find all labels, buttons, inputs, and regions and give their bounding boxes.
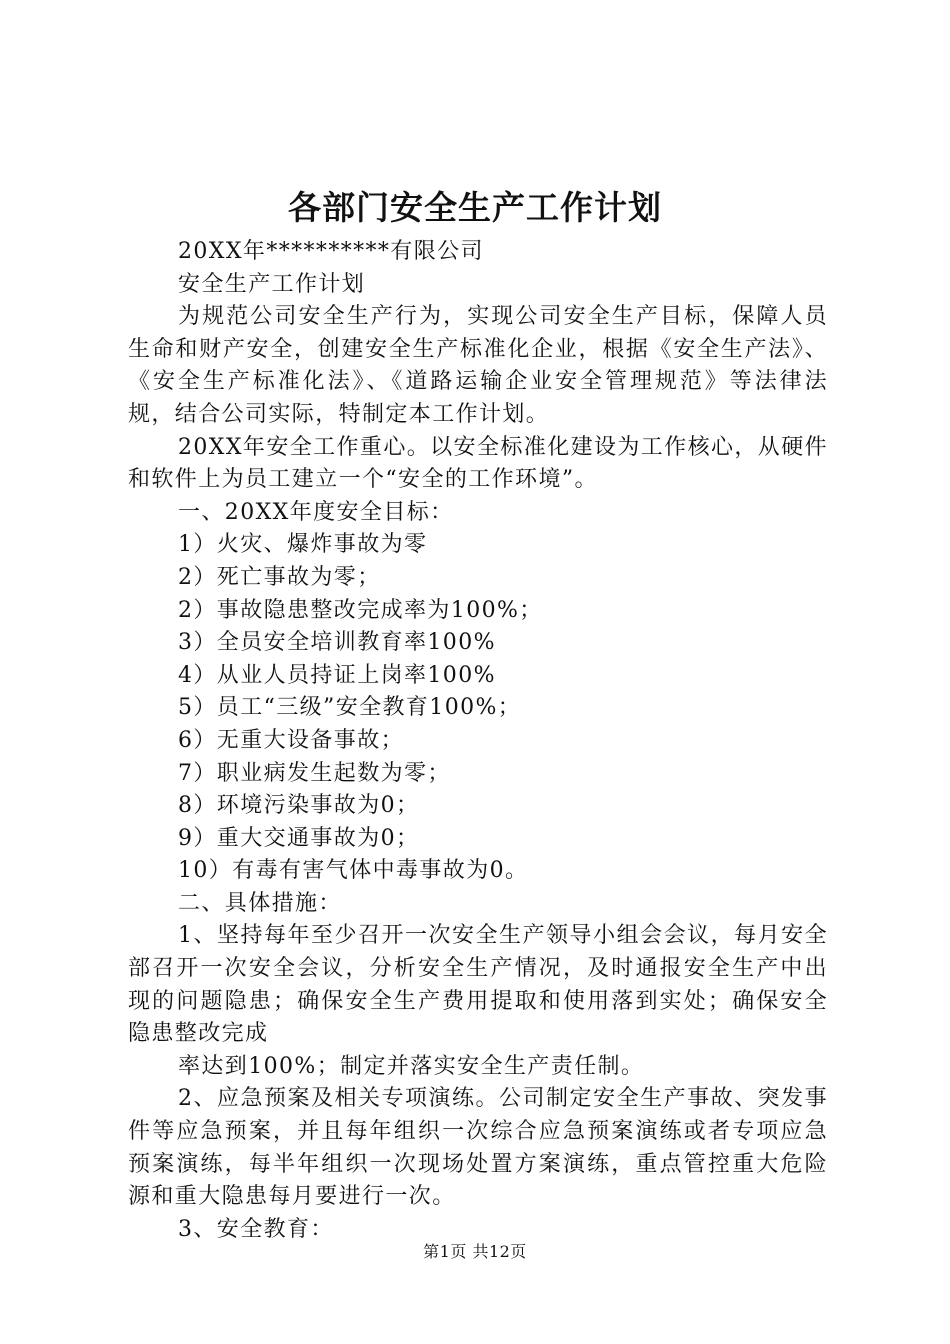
measure-paragraph: 2、应急预案及相关专项演练。公司制定安全生产事故、突发事件等应急预案，并且每年组织一次综合应急预案演练或者专项应急预案演练，每半年组织一次现场处置方案演练，重点管控重大危险源和重大隐患每月要进行一次。: [128, 1086, 828, 1210]
measure-heading: 3、安全教育：: [178, 1216, 334, 1242]
goal-item: 2）死亡事故为零；: [178, 564, 381, 590]
page-footer: 第1页 共12页: [423, 1242, 527, 1261]
goal-item: 10）有毒有害气体中毒事故为0。: [178, 858, 529, 884]
measure-paragraph: 1、坚持每年至少召开一次安全生产领导小组会会议，每月安全部召开一次安全会议，分析安全生产情况，及时通报安全生产中出现的问题隐患；确保安全生产费用提取和使用落到实处；确保安全隐患整改完成: [128, 923, 828, 1047]
focus-paragraph: 20XX年安全工作重心。以安全标准化建设为工作核心，从硬件和软件上为员工建立一个“安全的工作环境”。: [128, 434, 828, 493]
goal-item: 9）重大交通事故为0；: [178, 825, 420, 851]
goal-item: 6）无重大设备事故；: [178, 727, 404, 753]
goal-item: 4）从业人员持证上岗率100%: [178, 662, 496, 688]
goal-item: 3）全员安全培训教育率100%: [178, 630, 496, 656]
document-title: 各部门安全生产工作计划: [288, 188, 662, 227]
goal-item: 7）职业病发生起数为零；: [178, 760, 451, 786]
section-heading-measures: 二、具体措施：: [178, 890, 342, 916]
company-line: 20XX年**********有限公司: [178, 239, 484, 264]
goal-item: 1）火灾、爆炸事故为零: [178, 532, 428, 558]
goal-item: 8）环境污染事故为0；: [178, 793, 420, 819]
goal-item: 5）员工“三级”安全教育100%；: [178, 695, 522, 721]
section-heading-goals: 一、20XX年度安全目标：: [178, 499, 454, 525]
document-body: [128, 236, 828, 1246]
measure-paragraph-continued: 率达到100%；制定并落实安全生产责任制。: [178, 1053, 645, 1079]
goal-item: 2）事故隐患整改完成率为100%；: [178, 597, 543, 623]
plan-subtitle: 安全生产工作计划: [178, 271, 366, 297]
intro-paragraph: 为规范公司安全生产行为，实现公司安全生产目标，保障人员生命和财产安全，创建安全生产标准化企业，根据《安全生产法》、《安全生产标准化法》、《道路运输企业安全管理规范》等法律法规，结合公司实际，特制定本工作计划。: [128, 304, 828, 427]
